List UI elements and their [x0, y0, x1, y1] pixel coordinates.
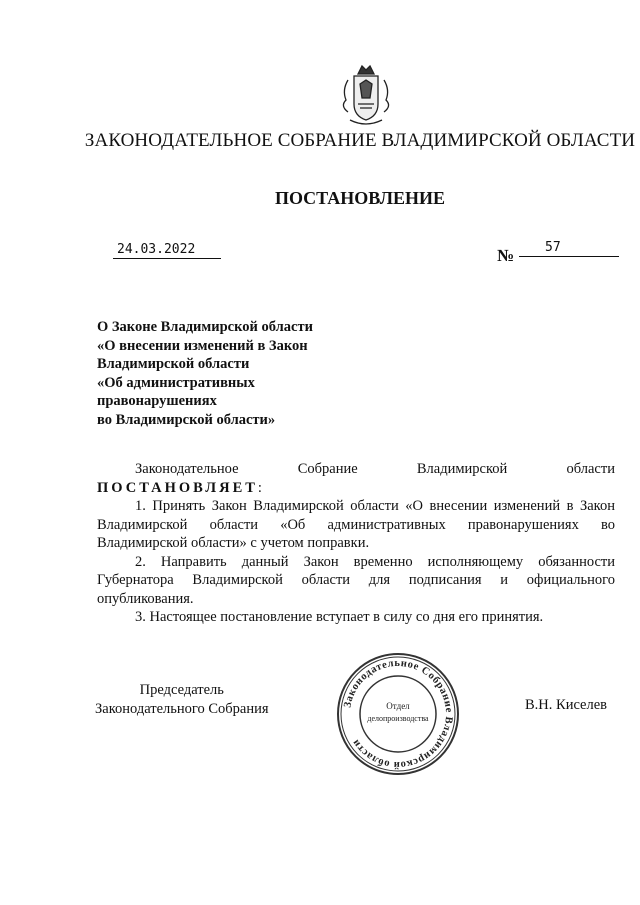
stamp-center-line: Отдел	[386, 701, 410, 711]
document-date: 24.03.2022	[113, 242, 221, 259]
intro-word: Законодательное	[135, 461, 239, 477]
intro-line	[97, 460, 615, 479]
coat-of-arms-icon	[336, 60, 396, 130]
decree-colon: :	[257, 479, 262, 496]
intro-word: Собрание	[297, 461, 358, 477]
signatory-title-line: Законодательного Собрания	[95, 701, 269, 717]
stamp-center-line: делопроизводства	[367, 714, 429, 723]
decree-word: ПОСТАНОВЛЯЕТ	[97, 479, 258, 496]
signatory-name: В.Н. Киселев	[525, 697, 608, 713]
paragraph-item-2: 2. Направить данный Закон временно исполняющему обязанности Губернатора Владимирской области для подписания и официального опубликования.	[97, 553, 615, 607]
document-body	[97, 460, 615, 627]
stamp-ring-text: Законодательное Собрание Владимирской области	[342, 657, 455, 771]
signatory-title-line: Председатель	[139, 682, 224, 698]
paragraph-item-3: 3. Настоящее постановление вступает в силу со дня его принятия.	[135, 609, 544, 625]
document-subject	[97, 318, 313, 429]
subject-line: «Об административных	[97, 374, 255, 391]
subject-line: «О внесении изменений в Закон	[97, 337, 308, 354]
organization-title: ЗАКОНОДАТЕЛЬНОЕ СОБРАНИЕ ВЛАДИМИРСКОЙ ОБЛАСТИ	[84, 130, 636, 151]
paragraph-item-1: 1. Принять Закон Владимирской области «О внесении изменений в Закон Владимирской области «Об административных правонарушениях во Владимирской области» с учетом поправки.	[97, 498, 615, 551]
decree-line	[97, 479, 615, 498]
document-number: 57	[519, 240, 619, 257]
subject-line: Владимирской области	[97, 356, 250, 372]
subject-line: во Владимирской области»	[97, 411, 276, 428]
signatory-title	[95, 681, 269, 719]
document-type-heading: ПОСТАНОВЛЕНИЕ	[274, 188, 446, 208]
intro-word: Владимирской	[416, 461, 508, 477]
number-label: №	[497, 246, 515, 265]
intro-word: области	[566, 461, 615, 477]
subject-line: правонарушениях	[97, 393, 217, 409]
official-stamp	[335, 651, 461, 777]
subject-line: О Законе Владимирской области	[97, 319, 313, 335]
